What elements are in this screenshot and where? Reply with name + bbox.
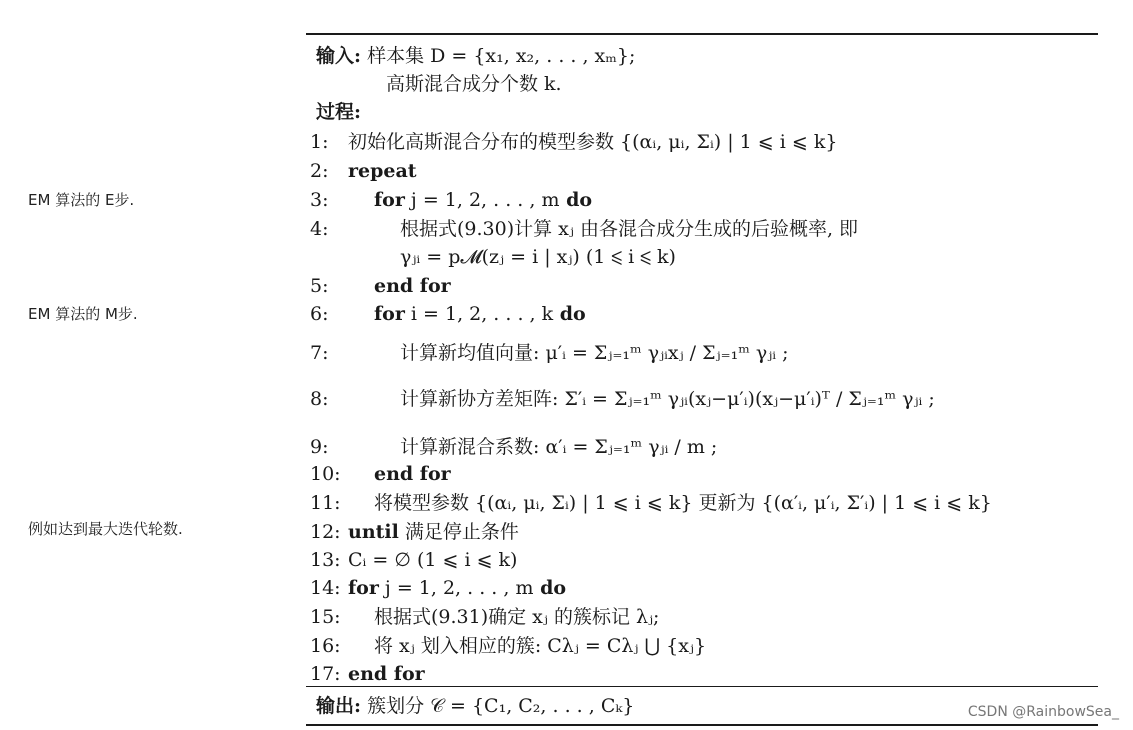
- step-number: 12:: [310, 521, 341, 543]
- step-text: end for: [374, 463, 451, 485]
- step-number: 8:: [310, 388, 329, 410]
- step-text: until 满足停止条件: [348, 521, 519, 543]
- watermark: CSDN @RainbowSea_: [967, 704, 1119, 720]
- step-text: end for: [374, 275, 451, 297]
- step-text: for i = 1, 2, . . . , k do: [374, 303, 586, 325]
- process-label: 过程:: [316, 101, 362, 123]
- step-text: 根据式(9.31)确定 xⱼ 的簇标记 λⱼ;: [374, 606, 660, 628]
- step-text: 初始化高斯混合分布的模型参数 {(αᵢ, μᵢ, Σᵢ) | 1 ⩽ i ⩽ k}: [348, 131, 838, 153]
- output-rule: [306, 686, 1098, 687]
- step-number: 16:: [310, 635, 341, 657]
- step-text: 计算新混合系数: α′ᵢ = Σⱼ₌₁ᵐ γⱼᵢ / m ;: [400, 436, 718, 458]
- input-sample-set: 样本集 D = {x₁, x₂, . . . , xₘ};: [367, 45, 636, 67]
- input-line-1: [316, 44, 635, 68]
- top-rule: [306, 33, 1098, 35]
- note-e-step: EM 算法的 E步.: [28, 191, 135, 209]
- input-line-2: 高斯混合成分个数 k.: [386, 73, 562, 95]
- step-text: end for: [348, 663, 425, 685]
- output-text: 簇划分 𝒞 = {C₁, C₂, . . . , Cₖ}: [367, 695, 635, 717]
- step-text: 计算新均值向量: μ′ᵢ = Σⱼ₌₁ᵐ γⱼᵢxⱼ / Σⱼ₌₁ᵐ γⱼᵢ ;: [400, 342, 789, 364]
- step-number: 1:: [310, 131, 329, 153]
- step-number: 11:: [310, 492, 341, 514]
- note-max-iter: 例如达到最大迭代轮数.: [28, 520, 183, 538]
- step-text: 根据式(9.30)计算 xⱼ 由各混合成分生成的后验概率, 即: [400, 218, 859, 240]
- note-m-step: EM 算法的 M步.: [28, 305, 138, 323]
- step-number: 2:: [310, 160, 329, 182]
- step-number: 14:: [310, 577, 341, 599]
- step-text: 将模型参数 {(αᵢ, μᵢ, Σᵢ) | 1 ⩽ i ⩽ k} 更新为 {(α′ᵢ, μ′ᵢ, Σ′ᵢ) | 1 ⩽ i ⩽ k}: [374, 492, 992, 514]
- step-number: 6:: [310, 303, 329, 325]
- step-number: 15:: [310, 606, 341, 628]
- step-number: 3:: [310, 189, 329, 211]
- output-line: [316, 694, 634, 718]
- input-label: 输入:: [316, 45, 362, 67]
- step-text: repeat: [348, 160, 417, 182]
- step-text: for j = 1, 2, . . . , m do: [348, 577, 567, 599]
- step-number: 17:: [310, 663, 341, 685]
- step-text: 计算新协方差矩阵: Σ′ᵢ = Σⱼ₌₁ᵐ γⱼᵢ(xⱼ−μ′ᵢ)(xⱼ−μ′ᵢ)ᵀ / Σⱼ₌₁ᵐ γⱼᵢ ;: [400, 388, 935, 410]
- step-text: 将 xⱼ 划入相应的簇: Cλⱼ = Cλⱼ ⋃ {xⱼ}: [374, 635, 707, 657]
- step-number: 9:: [310, 436, 329, 458]
- step-text: γⱼᵢ = p𝓜(zⱼ = i | xⱼ) (1 ⩽ i ⩽ k): [400, 246, 676, 268]
- step-number: 13:: [310, 549, 341, 571]
- step-number: 4:: [310, 218, 329, 240]
- step-text: for j = 1, 2, . . . , m do: [374, 189, 593, 211]
- bottom-rule: [306, 724, 1098, 726]
- step-number: 5:: [310, 275, 329, 297]
- step-number: 10:: [310, 463, 341, 485]
- step-text: Cᵢ = ∅ (1 ⩽ i ⩽ k): [348, 549, 518, 571]
- output-label: 输出:: [316, 695, 362, 717]
- step-number: 7:: [310, 342, 329, 364]
